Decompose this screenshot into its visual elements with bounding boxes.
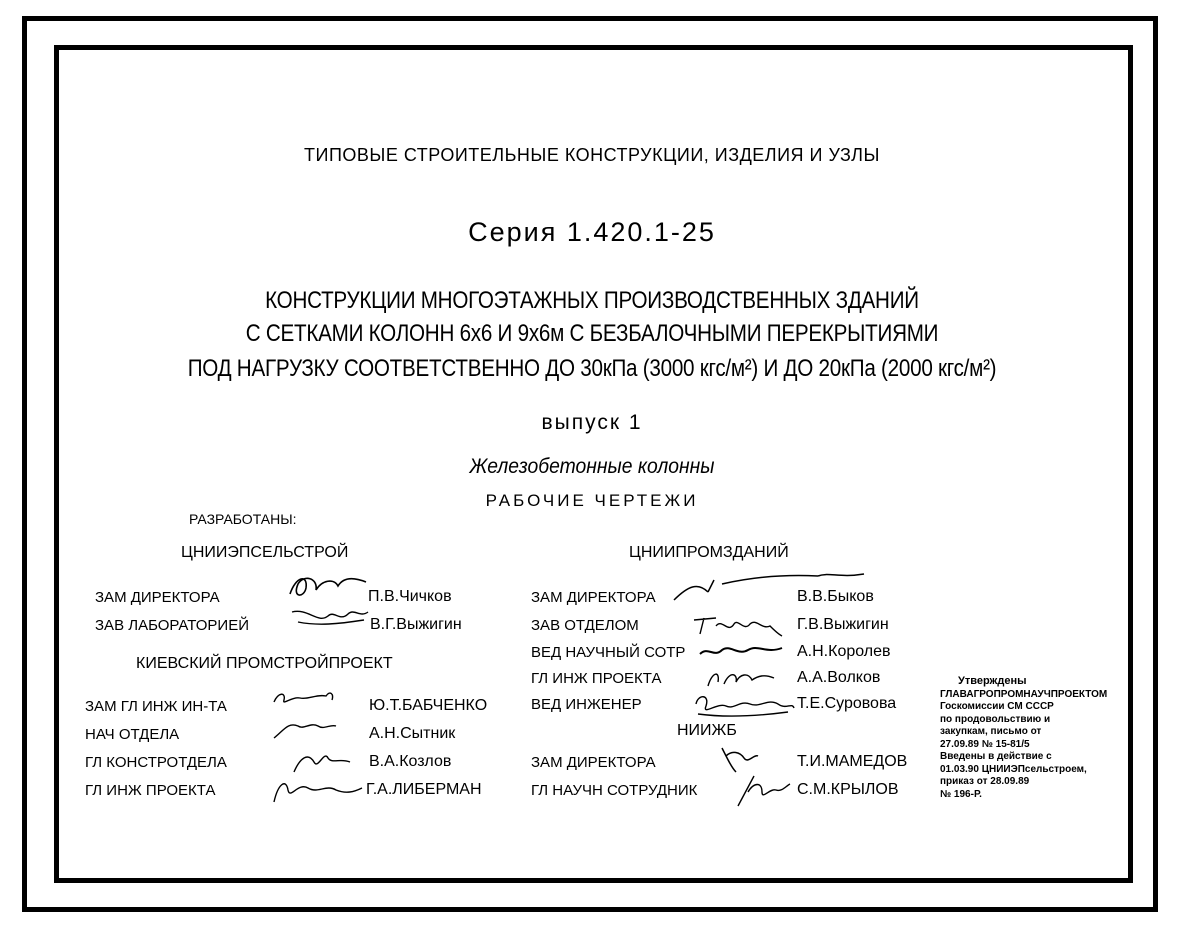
document-subject: Железобетонные колонны (469, 455, 715, 478)
signature-image (714, 742, 764, 776)
org-left-2-name: КИЕВСКИЙ ПРОМСТРОЙПРОЕКТ (136, 655, 393, 672)
org-left-2-person-2: А.Н.Сытник (369, 725, 456, 742)
org-left-2-role-4: ГЛ ИНЖ ПРОЕКТА (85, 782, 216, 799)
signature-image (668, 570, 868, 606)
org-right-2-role-2: ГЛ НАУЧН СОТРУДНИК (531, 782, 698, 799)
approval-title: Утверждены (958, 675, 1027, 687)
drawings-type: РАБОЧИЕ ЧЕРТЕЖИ (485, 491, 699, 510)
developed-by-label: РАЗРАБОТАНЫ: (189, 511, 297, 527)
org-left-2-role-1: ЗАМ ГЛ ИНЖ ИН-ТА (85, 698, 227, 715)
title-line-1: КОНСТРУКЦИИ МНОГОЭТАЖНЫХ ПРОИЗВОДСТВЕННЫХ ЗДАНИЙ (265, 287, 919, 314)
signature-image (268, 774, 364, 806)
org-left-1-role-2: ЗАВ ЛАБОРАТОРИЕЙ (95, 617, 249, 634)
org-right-1-name: ЦНИИПРОМЗДАНИЙ (629, 544, 789, 561)
org-left-2-person-4: Г.А.ЛИБЕРМАН (366, 781, 482, 798)
signature-image (732, 772, 792, 812)
signature-image (700, 664, 780, 692)
approval-line: по продовольствию и (940, 713, 1051, 725)
org-left-2-role-3: ГЛ КОНСТРОТДЕЛА (85, 754, 227, 771)
org-right-1-role-5: ВЕД ИНЖЕНЕР (531, 696, 642, 713)
org-left-2-person-3: В.А.Козлов (369, 753, 452, 770)
org-right-2-name: НИИЖБ (677, 722, 737, 739)
org-right-1-role-4: ГЛ ИНЖ ПРОЕКТА (531, 670, 662, 687)
document-header: ТИПОВЫЕ СТРОИТЕЛЬНЫЕ КОНСТРУКЦИИ, ИЗДЕЛИЯ И УЗЛЫ (304, 145, 880, 165)
approval-note (940, 675, 1107, 801)
org-right-1-person-2: Г.В.Выжигин (797, 616, 889, 633)
issue-number: выпуск 1 (541, 411, 643, 434)
approval-line: Введены в действие с (940, 751, 1052, 762)
org-right-1-role-1: ЗАМ ДИРЕКТОРА (531, 589, 656, 606)
signature-image (268, 686, 338, 712)
signature-image (694, 640, 786, 662)
title-line-3: ПОД НАГРУЗКУ СООТВЕТСТВЕННО ДО 30кПа (3000 кгс/м²) И ДО 20кПа (2000 кгс/м²) (187, 355, 997, 382)
org-right-1-person-1: В.В.Быков (797, 588, 874, 605)
signature-image (282, 572, 372, 604)
approval-line: закупкам, письмо от (940, 726, 1042, 737)
org-left-2-role-2: НАЧ ОТДЕЛА (85, 726, 180, 743)
signature-image (686, 612, 786, 640)
org-left-1-person-1: П.В.Чичков (368, 588, 452, 605)
org-right-2-person-2: С.М.КРЫЛОВ (797, 781, 899, 798)
org-right-1-person-5: Т.Е.Суровова (797, 695, 897, 712)
org-right-1-person-4: А.А.Волков (797, 669, 881, 686)
org-right-1-person-3: А.Н.Королев (797, 643, 891, 660)
signature-image (270, 716, 338, 742)
org-right-1-role-3: ВЕД НАУЧНЫЙ СОТР (531, 644, 686, 661)
series-number: Серия 1.420.1-25 (468, 217, 716, 247)
org-left-2-person-1: Ю.Т.БАБЧЕНКО (369, 697, 488, 714)
org-right-2-role-1: ЗАМ ДИРЕКТОРА (531, 754, 656, 771)
approval-line: № 196-Р. (940, 788, 982, 800)
signature-image (688, 690, 798, 720)
org-left-1-person-2: В.Г.Выжигин (370, 616, 462, 633)
approval-line: 01.03.90 ЦНИИЭПсельстроем, (940, 763, 1087, 775)
approval-line: приказ от 28.09.89 (940, 776, 1030, 787)
title-line-2: С СЕТКАМИ КОЛОНН 6x6 И 9x6м С БЕЗБАЛОЧНЫМИ ПЕРЕКРЫТИЯМИ (245, 320, 939, 347)
approval-line: ГЛАВАГРОПРОМНАУЧПРОЕКТОМ (940, 688, 1108, 700)
org-left-1-role-1: ЗАМ ДИРЕКТОРА (95, 589, 220, 606)
approval-line: Госкомиссии СМ СССР (940, 701, 1054, 712)
org-right-1-role-2: ЗАВ ОТДЕЛОМ (531, 617, 639, 634)
signature-image (284, 744, 354, 776)
org-left-1-name: ЦНИИЭПСЕЛЬСТРОЙ (181, 544, 349, 561)
approval-line: 27.09.89 № 15-81/5 (940, 738, 1030, 750)
org-right-2-person-1: Т.И.МАМЕДОВ (797, 753, 908, 770)
signature-image (288, 604, 372, 630)
